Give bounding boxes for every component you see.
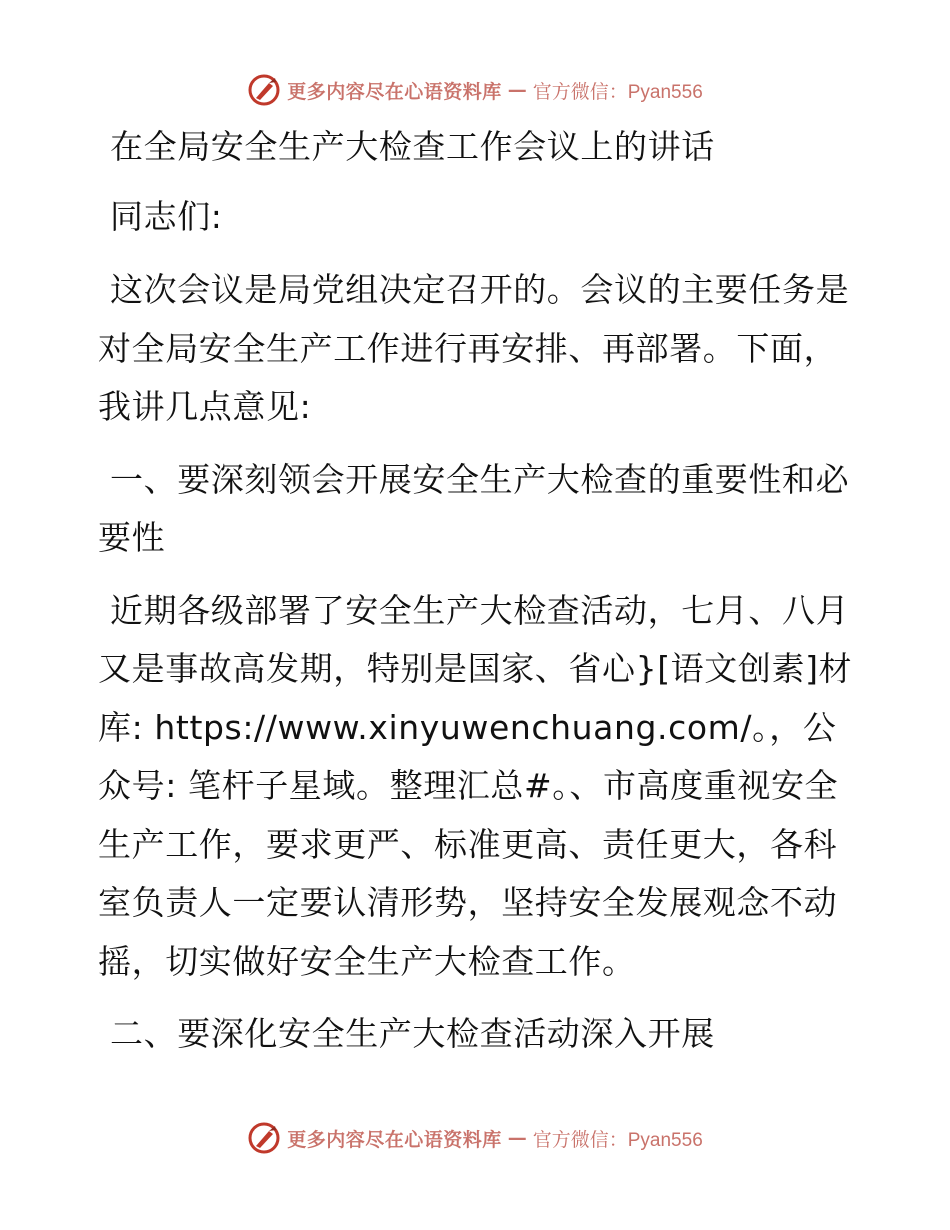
document-title [98, 118, 858, 177]
paragraph-text: 二、要深化安全生产大检查活动深入开展 [110, 1014, 715, 1053]
paragraph-text: 近期各级部署了安全生产大检查活动，七月、八月又是事故高发期，特别是国家、省心}[语文创素]材库: https://www.xinyuwenchuang.com/。，公众号: 笔杆子星域。整理汇总#。、市高度重视安全生产工作，要求更严、标准更高、责任更大，各科室负责人一定要认清形势，坚持安全发展观念不动摇，切实做好安全生产大检查工作。 [98, 590, 853, 981]
watermark-brand: 更多内容尽在心语资料库 [287, 1128, 502, 1151]
watermark-separator: — [507, 1127, 527, 1149]
paragraph-text: 一、要深刻领会开展安全生产大检查的重要性和必要性 [98, 459, 850, 557]
greeting [98, 188, 858, 247]
footer-watermark [0, 1118, 950, 1158]
watermark-brand: 更多内容尽在心语资料库 [287, 80, 502, 103]
document-title-text: 在全局安全生产大检查工作会议上的讲话 [110, 127, 715, 166]
watermark-separator: — [507, 79, 527, 101]
quill-logo-icon [247, 73, 281, 107]
greeting-text: 同志们: [110, 196, 223, 236]
section-heading-2 [98, 1005, 858, 1064]
paragraph-intro [98, 261, 858, 437]
watermark-account: 官方微信：Pyan556 [532, 81, 703, 103]
watermark-account: 官方微信：Pyan556 [532, 1129, 703, 1151]
section-heading-1 [98, 451, 858, 568]
header-watermark [0, 70, 950, 110]
quill-logo-icon [247, 1121, 281, 1155]
paragraph-section-1-body [98, 582, 858, 992]
document-body [98, 118, 858, 1078]
paragraph-text: 这次会议是局党组决定召开的。会议的主要任务是对全局安全生产工作进行再安排、再部署。下面，我讲几点意见: [98, 270, 850, 426]
